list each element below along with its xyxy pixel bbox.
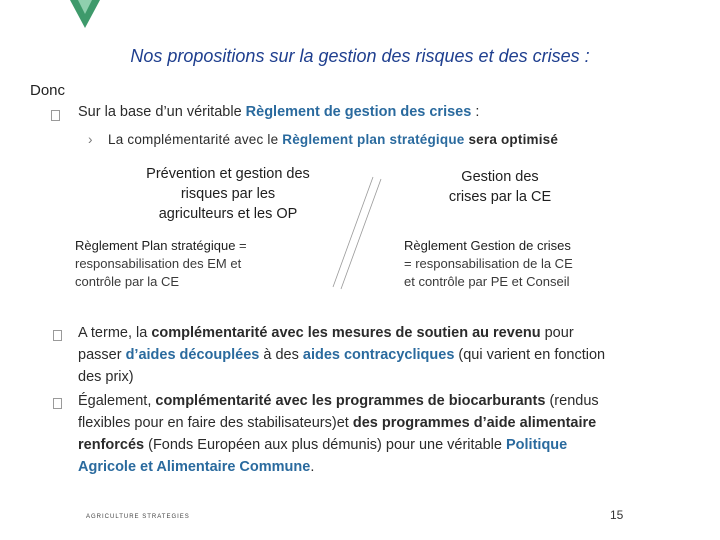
- bullet-2-line-2: [78, 344, 605, 366]
- bullet-2: [78, 322, 605, 388]
- bullet-2-accent: aides contracycliques: [302, 347, 455, 363]
- sub-bullet-1-emphasis: Règlement plan stratégique: [282, 132, 465, 147]
- right-column-body: [404, 237, 573, 291]
- left-heading-line-3: agriculteurs et les OP: [158, 206, 298, 222]
- left-body-bold: Règlement Plan stratégique: [75, 238, 236, 253]
- left-heading-line-1: Prévention et gestion des: [146, 166, 310, 182]
- donc-label: Donc: [30, 82, 66, 99]
- sub-bullet-1-suffix: sera optimisé: [464, 132, 559, 147]
- chevron-bullet-icon: ›: [88, 132, 93, 147]
- bullet-2-bold: complémentarité avec les mesures de soutien au revenu: [151, 325, 541, 341]
- checkbox-bullet-icon: [53, 330, 62, 341]
- bullet-3-line-3: [78, 434, 599, 456]
- sub-bullet-1-text: La complémentarité avec le: [108, 132, 283, 147]
- bullet-3-text: (Fonds Européen aux plus démunis) pour une véritable: [144, 437, 506, 453]
- bullet-3-text: Également: [78, 393, 148, 409]
- bullet-1: [78, 101, 479, 123]
- page-title: Nos propositions sur la gestion des risques et des crises :: [130, 46, 590, 66]
- bullet-3-text: flexibles pour en faire des stabilisateurs)et: [78, 415, 353, 431]
- bullet-1-suffix: :: [471, 104, 480, 120]
- left-body-line-2: responsabilisation des EM et: [75, 256, 242, 271]
- left-body-line-1: [75, 237, 247, 255]
- bullet-2-text: à des: [259, 347, 303, 363]
- bullet-1-text: Sur la base d’un véritable: [78, 104, 246, 120]
- bullet-3-line-2: [78, 412, 599, 434]
- left-heading-line-2: risques par les: [180, 186, 276, 202]
- left-column-heading: [118, 164, 338, 224]
- bullet-3-accent: Agricole et Alimentaire Commune: [78, 459, 311, 475]
- checkbox-bullet-icon: [53, 398, 62, 409]
- bullet-2-accent: d’aides découplées: [125, 347, 260, 363]
- bullet-3-line-1: [78, 390, 599, 412]
- right-body-line-1: Règlement Gestion de crises: [404, 238, 571, 253]
- bullet-2-line-1: [78, 322, 605, 344]
- sub-bullet-1: [108, 131, 558, 149]
- left-body-rest: =: [235, 238, 247, 253]
- bullet-3-text: .: [310, 459, 315, 475]
- bullet-3-accent: Politique: [506, 437, 568, 453]
- bullet-2-text: A terme, la: [78, 325, 152, 341]
- right-body-line-3: et contrôle par PE et Conseil: [404, 274, 570, 289]
- footer-brand: AGRICULTURE STRATEGIES: [86, 514, 190, 520]
- right-body-line-2: = responsabilisation de la CE: [404, 256, 573, 271]
- page-number: 15: [610, 508, 624, 522]
- right-column-heading: [420, 167, 580, 207]
- left-column-body: [75, 237, 247, 291]
- right-heading-line-1: Gestion des: [461, 169, 539, 185]
- checkbox-bullet-icon: [51, 110, 60, 121]
- bullet-3-line-4: [78, 456, 599, 478]
- divider-slashes: [325, 175, 385, 295]
- bullet-1-emphasis: Règlement de gestion des crises: [245, 104, 472, 120]
- bullet-3-bold: renforcés: [78, 437, 145, 453]
- left-body-line-3: contrôle par la CE: [75, 274, 180, 289]
- bullet-3-text: (rendus: [545, 393, 599, 409]
- bullet-3-bold: complémentarité avec les programmes de biocarburants: [155, 393, 546, 409]
- bullet-3-text: ,: [147, 393, 156, 409]
- bullet-2-text: pour: [540, 325, 574, 341]
- bullet-2-text: passer: [78, 347, 126, 363]
- bullet-3: [78, 390, 599, 478]
- right-heading-line-2: crises par la CE: [448, 189, 552, 205]
- bullet-3-bold: des programmes d’aide alimentaire: [352, 415, 597, 431]
- logo-mark-icon: [70, 0, 100, 30]
- bullet-2-line-3: des prix): [78, 369, 134, 385]
- bullet-2-text: (qui varient en fonction: [454, 347, 606, 363]
